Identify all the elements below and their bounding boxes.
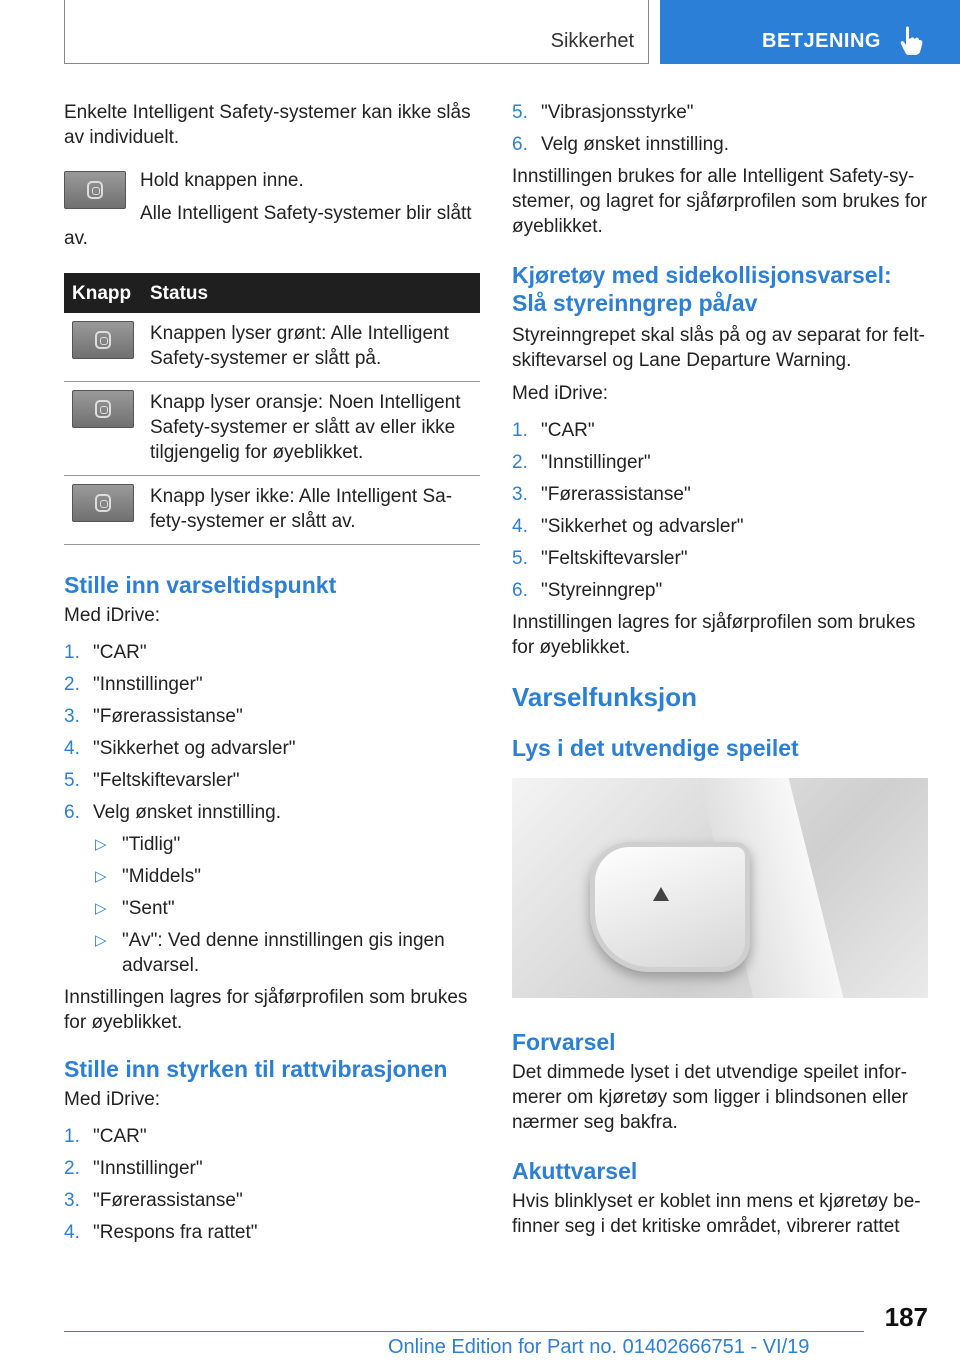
note-text: Innstillingen lagres for sjåførprofilen som brukes for øyeblikket. bbox=[64, 987, 468, 1033]
footer-divider bbox=[64, 1331, 864, 1332]
idrive-lead: Med iDrive: bbox=[64, 1089, 161, 1110]
steps-side-collision bbox=[512, 418, 928, 603]
header-chapter-tab bbox=[660, 0, 960, 64]
left-column bbox=[64, 100, 480, 1252]
steps-vibration-continued bbox=[512, 100, 928, 157]
list-item: 1. "CAR" bbox=[64, 642, 147, 663]
triangle-bullet-icon: ▷ bbox=[95, 836, 107, 853]
table-row bbox=[64, 313, 480, 382]
list-item: 1. "CAR" bbox=[64, 1126, 147, 1147]
safety-icon bbox=[95, 331, 111, 349]
safety-icon bbox=[95, 400, 111, 418]
list-item: 6. Velg ønsket innstilling. bbox=[64, 802, 281, 823]
list-item: ▷ "Sent" bbox=[95, 898, 175, 919]
list-item: 5. "Vibrasjonsstyrke" bbox=[512, 102, 694, 123]
button-off-image bbox=[72, 484, 134, 522]
prewarning-text: Det dimmede lyset i det utvendige speilet infor-merer om kjøretøy som ligger i blindsonen eller nærmer seg bakfra. bbox=[512, 1062, 908, 1133]
list-item: 4. "Sikkerhet og advarsler" bbox=[512, 516, 744, 537]
acute-warning-text: Hvis blinklyset er koblet inn mens et kjøretøy be-finner seg i det kritiske området, vibrerer rattet bbox=[512, 1191, 921, 1237]
table-cell-status: Knapp lyser oransje: Noen Intelligent Safety-systemer er slått av eller ikke tilgjengelig for øyeblikket. bbox=[142, 382, 480, 476]
header-section-box bbox=[64, 0, 649, 64]
list-item: 3. "Førerassistanse" bbox=[512, 484, 691, 505]
idrive-lead: Med iDrive: bbox=[512, 383, 609, 404]
idrive-lead: Med iDrive: bbox=[64, 605, 161, 626]
list-item: ▷ "Tidlig" bbox=[95, 834, 181, 855]
table-row bbox=[64, 476, 480, 545]
hold-step-1: Hold knappen inne. bbox=[140, 170, 304, 191]
table-header-status: Status bbox=[142, 273, 480, 313]
button-green-image bbox=[72, 321, 134, 359]
steps-vibration bbox=[64, 1124, 480, 1245]
table-cell-status: Knapp lyser ikke: Alle Intelligent Sa-fety-systemer er slått av. bbox=[142, 476, 480, 545]
table-row bbox=[64, 382, 480, 476]
note-text: Innstillingen brukes for alle Intelligent Safety-sy-stemer, og lagret for sjåførprofilen som brukes for øyeblikket. bbox=[512, 166, 927, 237]
hold-step-2: Alle Intelligent Safety-systemer blir slått av. bbox=[64, 203, 472, 249]
triangle-bullet-icon: ▷ bbox=[95, 900, 107, 917]
button-orange-image bbox=[72, 390, 134, 428]
steps-warning-time bbox=[64, 640, 480, 825]
hand-pointer-icon bbox=[898, 26, 924, 56]
header-chapter-title: BETJENING bbox=[762, 30, 881, 52]
safety-icon bbox=[95, 494, 111, 512]
list-item: 6. Velg ønsket innstilling. bbox=[512, 134, 729, 155]
triangle-bullet-icon: ▷ bbox=[95, 932, 107, 949]
section-title-vibration: Stille inn styrken til rattvibrasjonen bbox=[64, 1056, 448, 1082]
table-cell-status: Knappen lyser grønt: Alle Intelligent Safety-systemer er slått på. bbox=[142, 313, 480, 382]
section-title-side-collision: Kjøretøy med sidekollisjonsvarsel: Slå styreinngrep på/av bbox=[512, 262, 892, 316]
list-item: 4. "Respons fra rattet" bbox=[64, 1222, 258, 1243]
intelligent-safety-button-image bbox=[64, 171, 126, 209]
section-title-mirror-light: Lys i det utvendige speilet bbox=[512, 735, 799, 761]
list-item: ▷ "Av": Ved denne innstillingen gis ingen advarsel. bbox=[95, 930, 445, 976]
mirror-glass-shape bbox=[590, 842, 750, 972]
section-title-acute-warning: Akuttvarsel bbox=[512, 1158, 638, 1184]
list-item: 4. "Sikkerhet og advarsler" bbox=[64, 738, 296, 759]
section-title-warning-time: Stille inn varseltidspunkt bbox=[64, 572, 337, 598]
side-mirror-image bbox=[512, 778, 928, 998]
option-list bbox=[64, 832, 480, 978]
intro-text: Enkelte Intelligent Safety-systemer kan ikke slås av individuelt. bbox=[64, 102, 471, 148]
section-title-warning-function: Varselfunksjon bbox=[512, 682, 697, 712]
list-item: 1. "CAR" bbox=[512, 420, 595, 441]
list-item: ▷ "Middels" bbox=[95, 866, 201, 887]
triangle-bullet-icon: ▷ bbox=[95, 868, 107, 885]
side-collision-text: Styreinngrepet skal slås på og av separat for felt-skiftevarsel og Lane Departure Warning. bbox=[512, 325, 925, 371]
button-status-table bbox=[64, 273, 480, 545]
header-section-title: Sikkerhet bbox=[550, 30, 634, 52]
list-item: 6. "Styreinngrep" bbox=[512, 580, 663, 601]
section-title-prewarning: Forvarsel bbox=[512, 1029, 616, 1055]
list-item: 5. "Feltskiftevarsler" bbox=[64, 770, 240, 791]
note-text: Innstillingen lagres for sjåførprofilen som brukes for øyeblikket. bbox=[512, 612, 916, 658]
right-column bbox=[512, 100, 928, 1249]
page-number: 187 bbox=[884, 1302, 928, 1332]
hold-instruction bbox=[64, 168, 480, 193]
safety-icon bbox=[87, 181, 103, 199]
list-item: 5. "Feltskiftevarsler" bbox=[512, 548, 688, 569]
footer-edition: Online Edition for Part no. 01402666751 - VI/19 bbox=[388, 1336, 810, 1358]
list-item: 2. "Innstillinger" bbox=[512, 452, 651, 473]
table-header-button: Knapp bbox=[64, 273, 142, 313]
list-item: 2. "Innstillinger" bbox=[64, 674, 203, 695]
warning-triangle-icon bbox=[653, 887, 669, 901]
list-item: 3. "Førerassistanse" bbox=[64, 1190, 243, 1211]
list-item: 3. "Førerassistanse" bbox=[64, 706, 243, 727]
list-item: 2. "Innstillinger" bbox=[64, 1158, 203, 1179]
